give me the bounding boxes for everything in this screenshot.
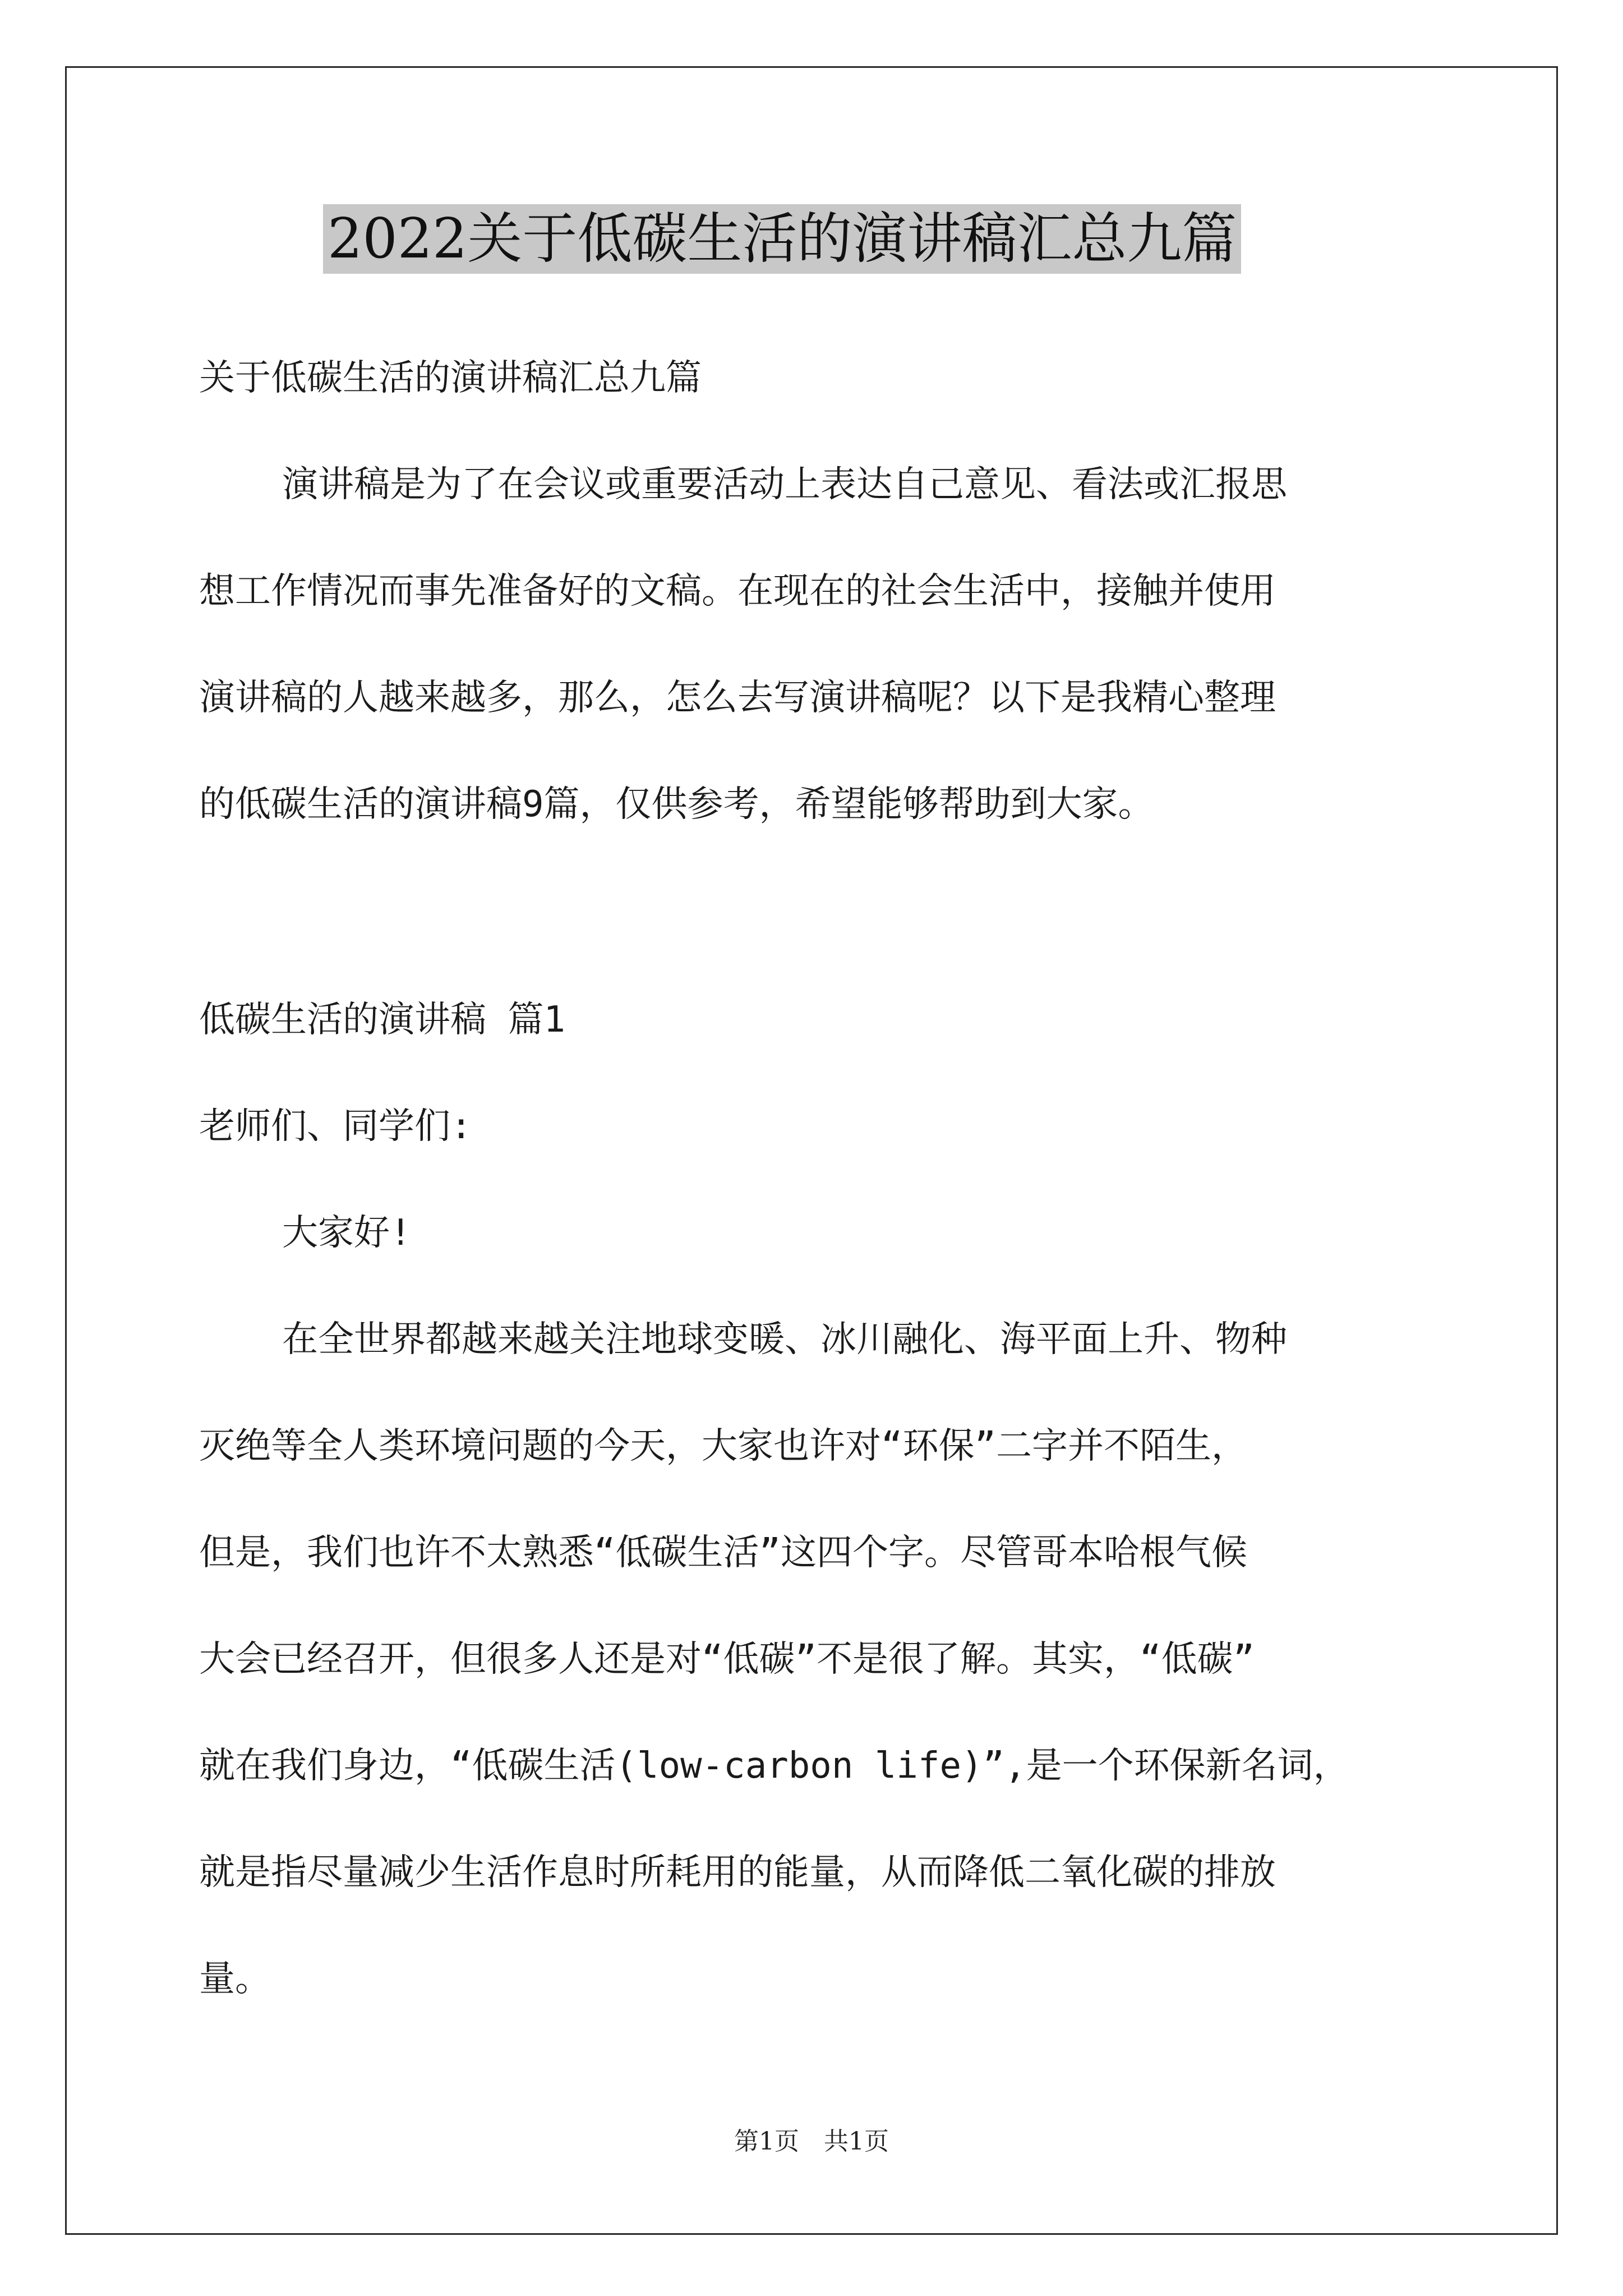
intro-line-1: 演讲稿是为了在会议或重要活动上表达自己意见、看法或汇报思 [282, 464, 1287, 505]
document-title: 2022关于低碳生活的演讲稿汇总九篇 [323, 204, 1241, 274]
page-footer [0, 2126, 1623, 2157]
page-number: 第1页 [734, 2127, 799, 2156]
intro-line-3: 演讲稿的人越来越多，那么，怎么去写演讲稿呢？以下是我精心整理 [199, 677, 1276, 719]
body-line-6: 就是指尽量减少生活作息时所耗用的能量，从而降低二氧化碳的排放 [199, 1852, 1276, 1893]
body-line-2: 灭绝等全人类环境问题的今天，大家也许对“环保”二字并不陌生， [199, 1425, 1248, 1467]
body-line-7: 量。 [199, 1958, 271, 2000]
intro-line-4: 的低碳生活的演讲稿9篇，仅供参考，希望能够帮助到大家。 [199, 784, 1154, 825]
body-line-3: 但是，我们也许不太熟悉“低碳生活”这四个字。尽管哥本哈根气候 [199, 1532, 1248, 1573]
body-line-5: 就在我们身边，“低碳生活(low-carbon life)”,是一个环保新名词， [199, 1745, 1349, 1787]
greeting: 大家好! [282, 1212, 412, 1254]
document-subtitle: 关于低碳生活的演讲稿汇总九篇 [199, 357, 702, 399]
intro-line-2: 想工作情况而事先准备好的文稿。在现在的社会生活中，接触并使用 [199, 570, 1276, 612]
body-line-4: 大会已经召开，但很多人还是对“低碳”不是很了解。其实，“低碳” [199, 1639, 1255, 1680]
section-heading: 低碳生活的演讲稿 篇1 [199, 999, 566, 1041]
page-total: 共1页 [824, 2127, 889, 2156]
body-line-1: 在全世界都越来越关注地球变暖、冰川融化、海平面上升、物种 [282, 1319, 1287, 1360]
salutation: 老师们、同学们: [199, 1106, 472, 1147]
